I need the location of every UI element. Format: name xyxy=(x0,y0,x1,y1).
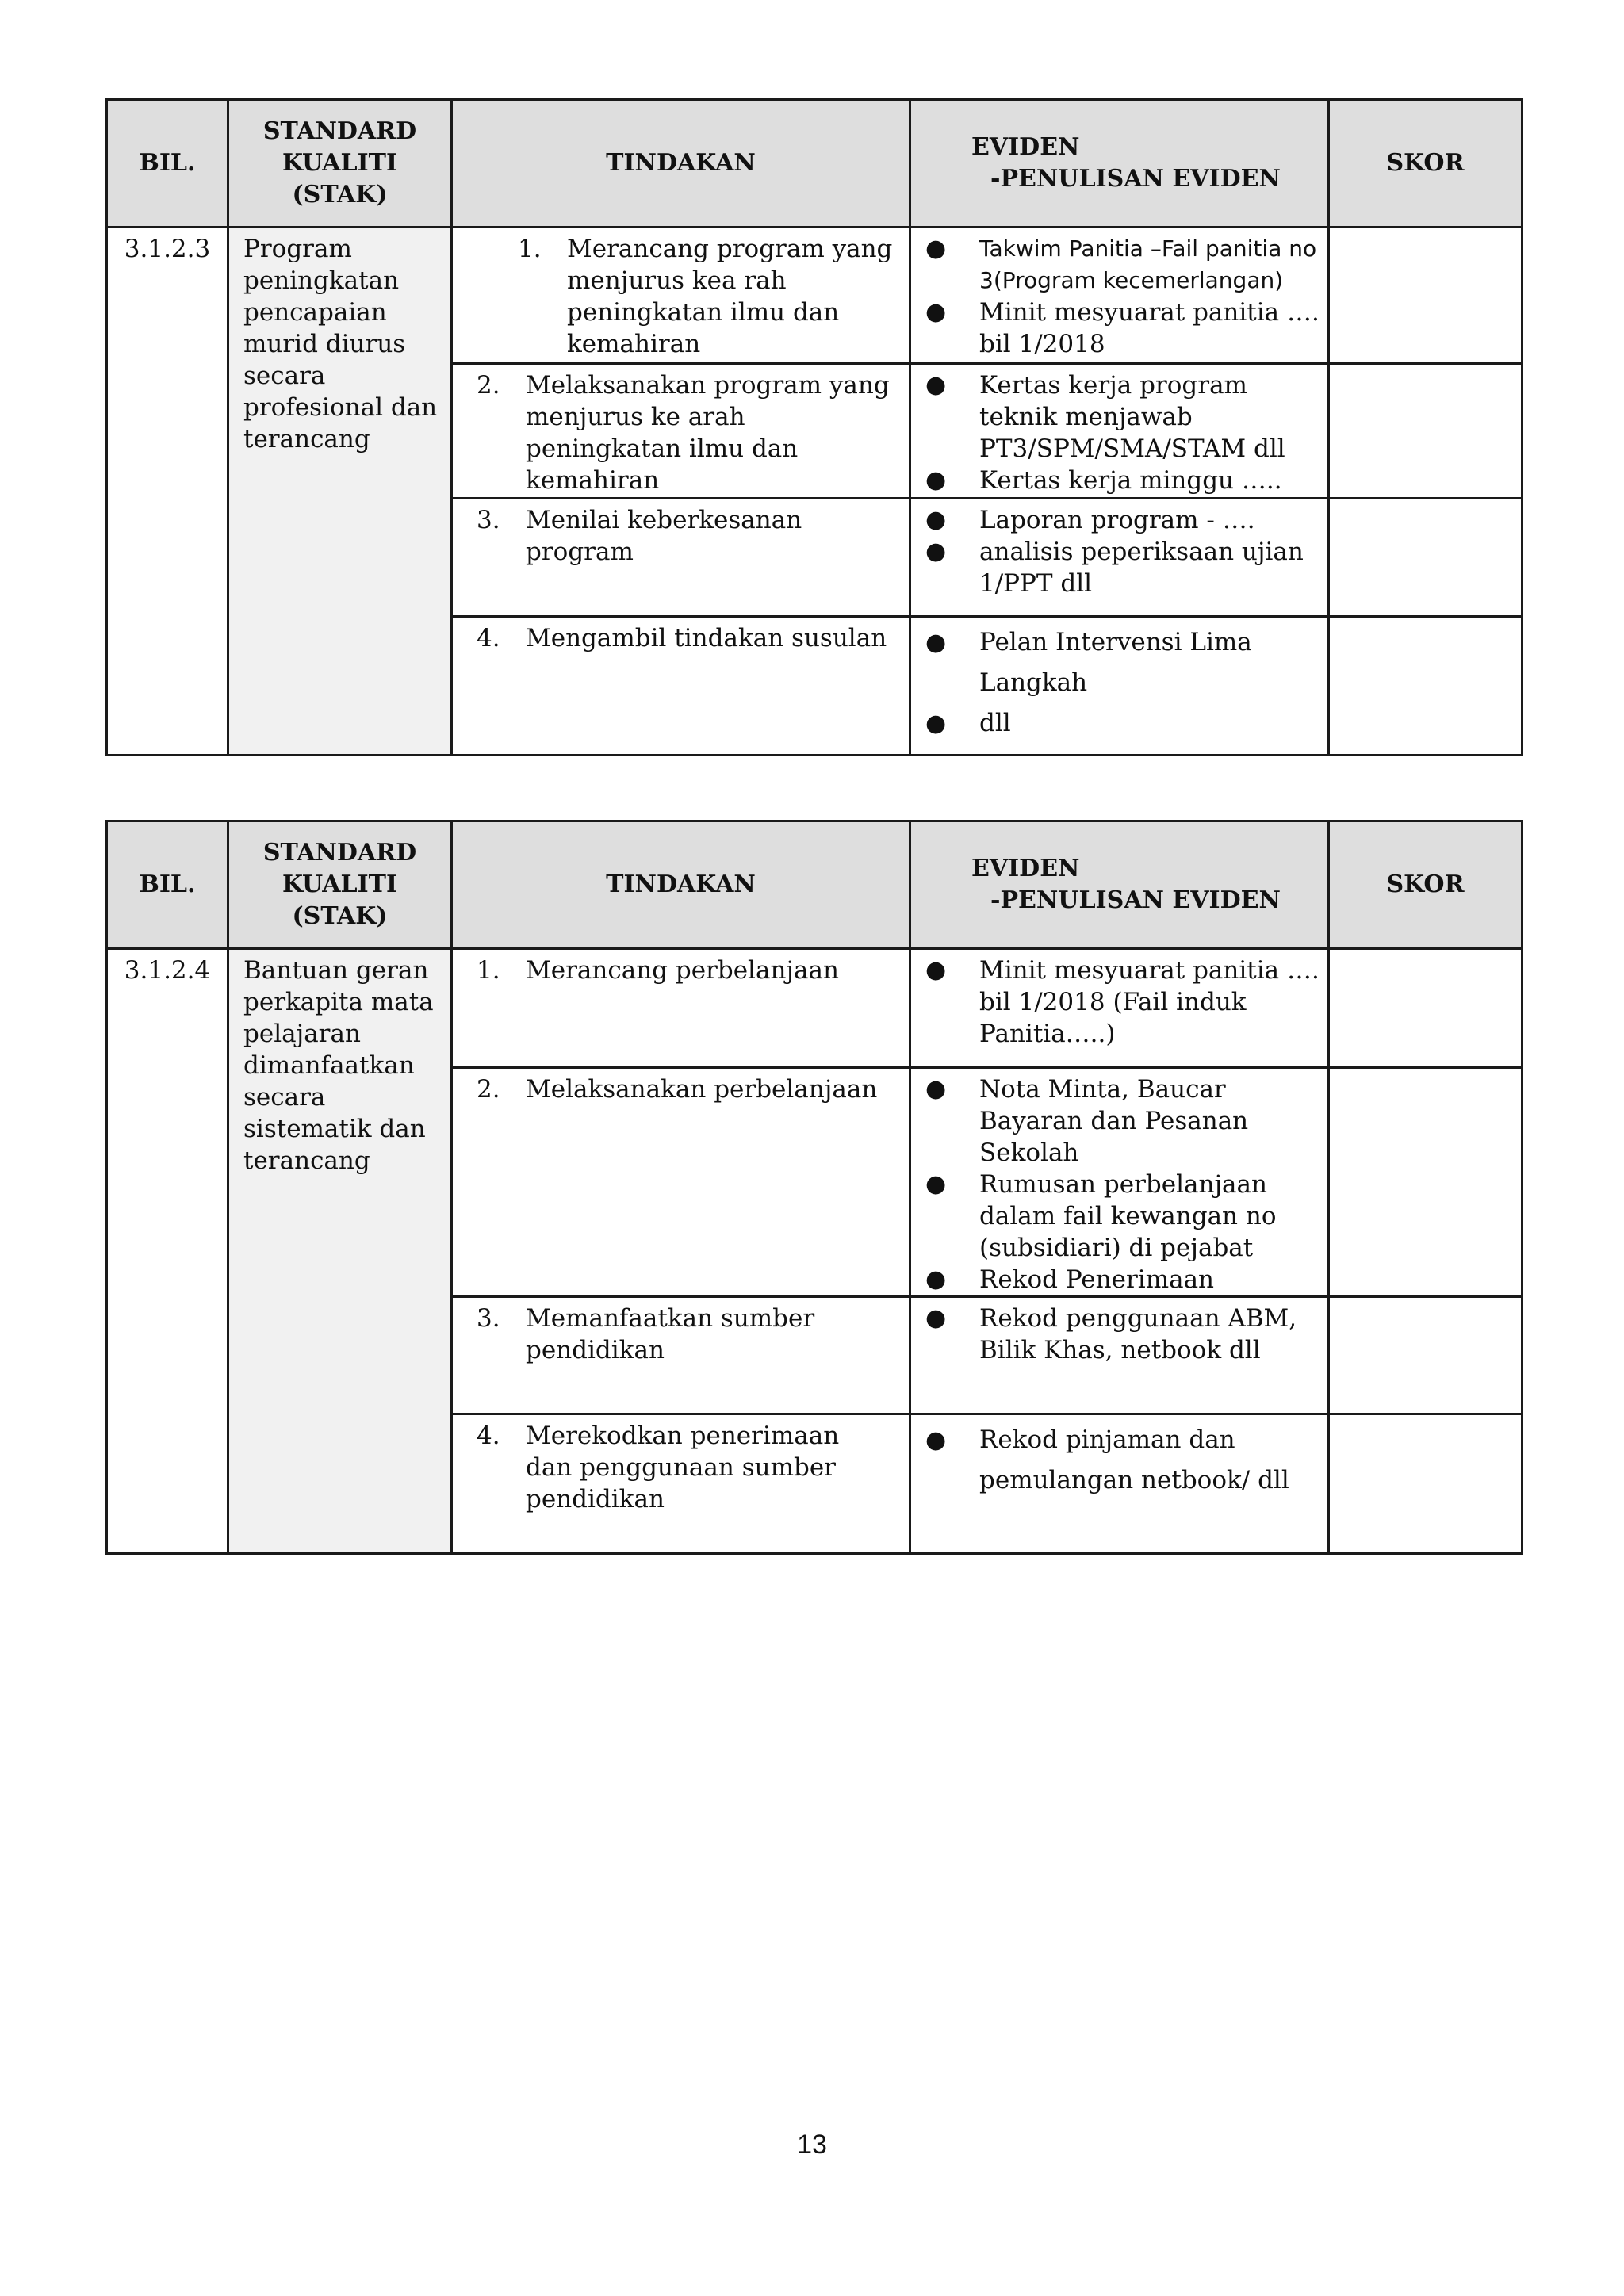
evidence-text: Minit mesyuarat panitia …. bil 1/2018 (Fail induk Panitia…..) xyxy=(979,956,1320,1048)
evidence-text: Pelan Intervensi Lima Langkah xyxy=(979,628,1252,697)
action-cell xyxy=(452,364,910,499)
bullet-icon: ● xyxy=(925,1304,947,1332)
bullet-icon: ● xyxy=(925,710,947,737)
action-item xyxy=(477,1073,893,1105)
evidence-item xyxy=(919,369,1321,465)
header-eviden-line1: EVIDEN xyxy=(971,133,1080,161)
stak-cell: Bantuan geran perkapita mata pelajaran dimanfaatkan secara sistematik dan terancang xyxy=(228,949,452,1554)
evidence-text: dll xyxy=(979,709,1011,737)
score-cell xyxy=(1329,949,1522,1068)
action-cell xyxy=(452,228,910,364)
evidence-text: Rumusan perbelanjaan dalam fail kewangan no (subsidiari) di pejabat xyxy=(979,1170,1277,1262)
action-text: Merancang program yang menjurus kea rah peningkatan ilmu dan kemahiran xyxy=(567,235,893,358)
action-item xyxy=(477,369,893,496)
evidence-text: Laporan program - …. xyxy=(979,506,1255,534)
action-number: 4. xyxy=(477,1422,500,1450)
evidence-cell xyxy=(910,228,1329,364)
table-row xyxy=(107,228,1522,364)
evidence-cell xyxy=(910,617,1329,756)
action-text: Mengambil tindakan susulan xyxy=(526,624,887,652)
bullet-icon: ● xyxy=(925,1075,947,1103)
header-eviden-line1: EVIDEN xyxy=(971,855,1080,882)
table-row xyxy=(107,949,1522,1068)
bullet-icon: ● xyxy=(925,466,947,494)
bullet-icon: ● xyxy=(925,1170,947,1198)
header-tindakan: TINDAKAN xyxy=(452,821,910,949)
bullet-icon: ● xyxy=(925,506,947,534)
table-header-row xyxy=(107,821,1522,949)
header-eviden-line2: -PENULISAN EVIDEN xyxy=(990,886,1281,914)
evidence-item xyxy=(919,703,1321,744)
header-stak-line1: STANDARD xyxy=(262,839,417,867)
bullet-icon: ● xyxy=(925,629,947,656)
action-item xyxy=(477,1420,893,1515)
header-skor: SKOR xyxy=(1329,821,1522,949)
action-item xyxy=(477,233,893,360)
evidence-cell xyxy=(910,949,1329,1068)
header-stak-line3: (STAK) xyxy=(292,902,388,930)
header-stak-line1: STANDARD xyxy=(262,117,417,145)
header-bil: BIL. xyxy=(107,100,228,228)
evidence-item xyxy=(919,504,1321,536)
bullet-icon: ● xyxy=(925,538,947,565)
header-bil: BIL. xyxy=(107,821,228,949)
bullet-icon: ● xyxy=(925,1426,947,1454)
score-cell xyxy=(1329,364,1522,499)
bullet-icon: ● xyxy=(925,1265,947,1293)
bullet-icon: ● xyxy=(925,235,947,262)
evidence-cell xyxy=(910,499,1329,617)
evidence-cell xyxy=(910,364,1329,499)
header-eviden xyxy=(910,100,1329,228)
header-eviden xyxy=(910,821,1329,949)
action-cell xyxy=(452,1414,910,1554)
action-text: Merancang perbelanjaan xyxy=(526,956,839,985)
header-stak-line2: KUALITI xyxy=(282,871,397,898)
evidence-item xyxy=(919,622,1321,703)
page-number: 13 xyxy=(797,2130,827,2160)
evidence-item xyxy=(919,536,1321,599)
action-number: 3. xyxy=(477,1304,500,1333)
header-stak-line2: KUALITI xyxy=(282,149,397,177)
score-cell xyxy=(1329,1414,1522,1554)
evidence-text: Nota Minta, Baucar Bayaran dan Pesanan Sekolah xyxy=(979,1075,1249,1167)
action-number: 2. xyxy=(477,371,500,400)
bil-cell: 3.1.2.3 xyxy=(107,228,228,756)
score-cell xyxy=(1329,1297,1522,1414)
header-tindakan: TINDAKAN xyxy=(452,100,910,228)
action-cell xyxy=(452,949,910,1068)
action-item xyxy=(477,622,893,654)
stak-cell: Program peningkatan pencapaian murid diurus secara profesional dan terancang xyxy=(228,228,452,756)
evidence-text: Kertas kerja program teknik menjawab PT3/SPM/SMA/STAM dll xyxy=(979,371,1285,463)
action-text: Merekodkan penerimaan dan penggunaan sumber pendidikan xyxy=(526,1422,840,1513)
action-number: 2. xyxy=(477,1075,500,1104)
evidence-item xyxy=(919,1420,1321,1501)
table-header-row xyxy=(107,100,1522,228)
evidence-item xyxy=(919,1303,1321,1366)
score-cell xyxy=(1329,617,1522,756)
evidence-cell xyxy=(910,1068,1329,1297)
header-skor: SKOR xyxy=(1329,100,1522,228)
evidence-item xyxy=(919,1264,1321,1295)
header-stak xyxy=(228,821,452,949)
score-cell xyxy=(1329,228,1522,364)
evidence-text: analisis peperiksaan ujian 1/PPT dll xyxy=(979,538,1304,598)
score-cell xyxy=(1329,499,1522,617)
evidence-text: Rekod pinjaman dan pemulangan netbook/ dll xyxy=(979,1425,1289,1494)
action-cell xyxy=(452,617,910,756)
score-cell xyxy=(1329,1068,1522,1297)
evidence-text: Minit mesyuarat panitia …. bil 1/2018 xyxy=(979,298,1320,358)
action-number: 1. xyxy=(518,235,542,263)
action-item xyxy=(477,504,893,568)
evidence-item xyxy=(919,955,1321,1050)
bullet-icon: ● xyxy=(925,956,947,984)
bullet-icon: ● xyxy=(925,371,947,399)
evidence-cell xyxy=(910,1297,1329,1414)
action-cell xyxy=(452,1068,910,1297)
bil-cell: 3.1.2.4 xyxy=(107,949,228,1554)
evidence-item xyxy=(919,1073,1321,1169)
evidence-item xyxy=(919,233,1321,297)
evidence-item xyxy=(919,1169,1321,1264)
header-eviden-line2: -PENULISAN EVIDEN xyxy=(990,165,1281,193)
evidence-text: Rekod Penerimaan xyxy=(979,1265,1215,1294)
action-text: Menilai keberkesanan program xyxy=(526,506,802,566)
action-item xyxy=(477,1303,893,1366)
evidence-text: Rekod penggunaan ABM, Bilik Khas, netbook dll xyxy=(979,1304,1297,1364)
action-number: 1. xyxy=(477,956,500,985)
quality-standard-table-2 xyxy=(105,820,1523,1555)
header-stak xyxy=(228,100,452,228)
action-cell xyxy=(452,499,910,617)
evidence-item xyxy=(919,297,1321,360)
action-number: 4. xyxy=(477,624,500,652)
header-stak-line3: (STAK) xyxy=(292,181,388,209)
evidence-text: Takwim Panitia –Fail panitia no 3(Program kecemerlangan) xyxy=(979,235,1317,293)
evidence-cell xyxy=(910,1414,1329,1554)
evidence-item xyxy=(919,465,1321,496)
action-text: Melaksanakan perbelanjaan xyxy=(526,1075,878,1104)
action-number: 3. xyxy=(477,506,500,534)
action-text: Melaksanakan program yang menjurus ke arah peningkatan ilmu dan kemahiran xyxy=(526,371,890,495)
evidence-text: Kertas kerja minggu ….. xyxy=(979,466,1282,495)
quality-standard-table-1 xyxy=(105,98,1523,756)
action-text: Memanfaatkan sumber pendidikan xyxy=(526,1304,815,1364)
action-cell xyxy=(452,1297,910,1414)
bullet-icon: ● xyxy=(925,298,947,326)
action-item xyxy=(477,955,893,986)
